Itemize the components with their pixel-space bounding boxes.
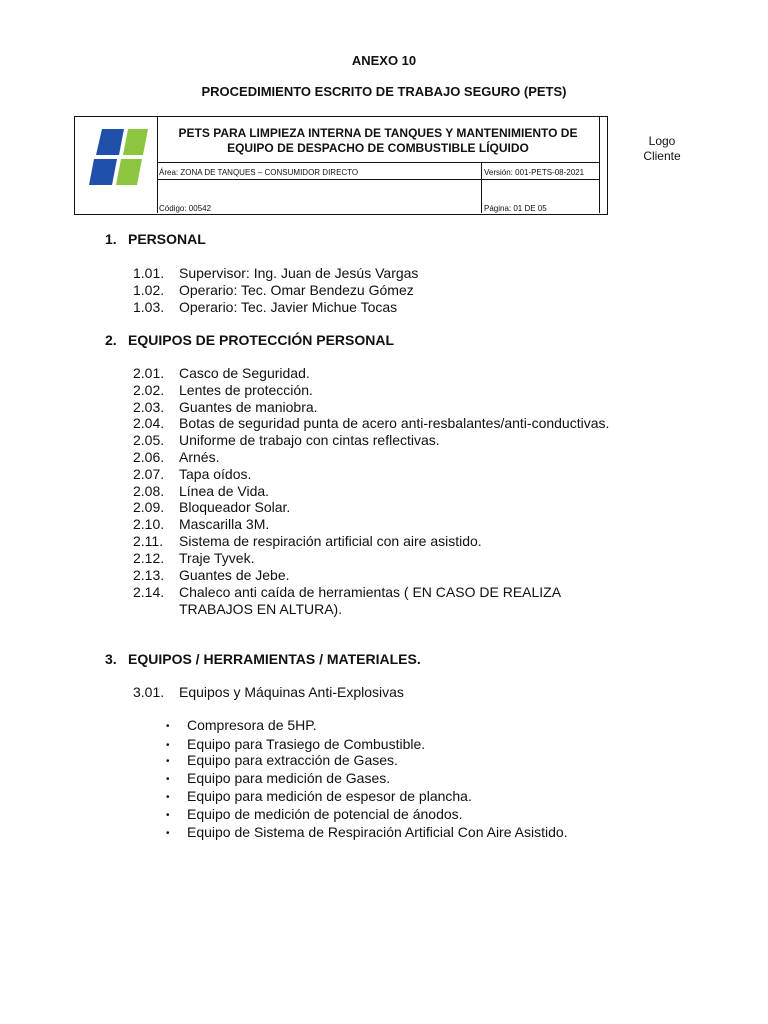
list-item (133, 265, 418, 282)
item-text: Sistema de respiración artificial con aire asistido. (179, 533, 482, 549)
item-text: Mascarilla 3M. (179, 516, 270, 532)
item-number: 2.08. (133, 483, 165, 499)
item-number: 2.05. (133, 432, 165, 448)
annex-title: ANEXO 10 (351, 53, 417, 68)
header-column-divider (481, 163, 482, 213)
list-item (133, 399, 318, 416)
item-text: Guantes de Jebe. (179, 567, 290, 583)
item-number: 2.01. (133, 365, 165, 381)
bullet-icon: • (166, 740, 170, 751)
list-item (133, 499, 290, 516)
header-title-line-2: EQUIPO DE DESPACHO DE COMBUSTIBLE LÍQUIDO (227, 140, 529, 155)
item-text: Botas de seguridad punta de acero anti-resbalantes/anti-conductivas. (179, 415, 610, 431)
item-text: Operario: Tec. Omar Bendezu Gómez (179, 282, 414, 298)
section-heading-equipment (105, 651, 421, 667)
list-item (133, 584, 561, 618)
bullet-text: Equipo para medición de Gases. (187, 770, 391, 786)
item-number: 2.02. (133, 382, 165, 398)
header-title-cell (157, 117, 599, 163)
list-item (133, 466, 251, 483)
list-item (133, 533, 482, 550)
document-header-table (74, 116, 681, 215)
bullet-icon: • (166, 792, 170, 803)
item-text: Equipos y Máquinas Anti-Explosivas (179, 684, 404, 700)
bullet-item (166, 736, 425, 752)
section-title: PERSONAL (128, 231, 206, 247)
bullet-text: Equipo para extracción de Gases. (187, 752, 398, 768)
list-item (133, 432, 440, 449)
item-number: 2.10. (133, 516, 165, 532)
section-title: EQUIPOS / HERRAMIENTAS / MATERIALES. (128, 651, 421, 667)
client-logo-placeholder (620, 134, 704, 163)
item-text: Operario: Tec. Javier Michue Tocas (179, 299, 398, 315)
item-number: 2.11. (133, 533, 164, 549)
item-number: 2.04. (133, 415, 165, 431)
list-item (133, 365, 310, 382)
bullet-icon: • (166, 774, 170, 785)
item-number: 2.09. (133, 499, 165, 515)
section-number: 2. (105, 332, 117, 348)
bullet-text: Equipo para Trasiego de Combustible. (187, 736, 426, 752)
list-item (133, 282, 414, 299)
item-text-continuation: TRABAJOS EN ALTURA). (179, 601, 343, 617)
item-number: 3.01. (133, 684, 165, 700)
item-number: 1.02. (133, 282, 165, 298)
list-item (133, 382, 313, 399)
header-divider (599, 117, 600, 213)
item-text: Uniforme de trabajo con cintas reflectivas. (179, 432, 440, 448)
item-number: 1.01. (133, 265, 165, 281)
bullet-item (166, 770, 390, 786)
item-text: Arnés. (179, 449, 220, 465)
item-text: Bloqueador Solar. (179, 499, 291, 515)
item-text: Chaleco anti caída de herramientas ( EN CASO DE REALIZA (179, 584, 562, 600)
list-item (133, 299, 397, 316)
header-title-line-1: PETS PARA LIMPIEZA INTERNA DE TANQUES Y MANTENIMIENTO DE (178, 126, 578, 140)
bullet-item (166, 806, 463, 822)
bullet-item (166, 788, 472, 804)
bullet-item (166, 824, 568, 840)
section-number: 1. (105, 231, 117, 247)
page-field: Página: 01 DE 05 (484, 204, 547, 213)
section-heading-ppe (105, 332, 394, 348)
list-item (133, 483, 269, 500)
list-item (133, 684, 404, 701)
bullet-icon: • (166, 828, 170, 839)
item-text: Tapa oídos. (179, 466, 252, 482)
area-field: Área: ZONA DE TANQUES – CONSUMIDOR DIRECTO (159, 168, 359, 177)
item-text: Supervisor: Ing. Juan de Jesús Vargas (179, 265, 419, 281)
item-number: 2.03. (133, 399, 165, 415)
bullet-text: Equipo de Sistema de Respiración Artificial Con Aire Asistido. (187, 824, 568, 840)
section-title: EQUIPOS DE PROTECCIÓN PERSONAL (128, 332, 395, 348)
item-number: 2.12. (133, 550, 165, 566)
list-item (133, 449, 219, 466)
bullet-icon: • (166, 721, 170, 732)
bullet-icon: • (166, 756, 170, 767)
item-text: Lentes de protección. (179, 382, 313, 398)
section-number: 3. (105, 651, 117, 667)
bullet-text: Equipo de medición de potencial de ánodos. (187, 806, 463, 822)
list-item (133, 415, 609, 432)
list-item (133, 550, 254, 567)
list-item (133, 567, 290, 584)
item-number: 2.06. (133, 449, 165, 465)
bullet-item (166, 717, 317, 733)
item-text: Casco de Seguridad. (179, 365, 310, 381)
version-field: Versión: 001-PETS-08-2021 (484, 168, 585, 177)
item-number: 2.07. (133, 466, 165, 482)
item-text: Línea de Vida. (179, 483, 270, 499)
company-logo-cell (75, 117, 158, 213)
code-field: Código: 00542 (159, 204, 212, 213)
client-logo-line-2: Cliente (643, 148, 681, 163)
procedure-title: PROCEDIMIENTO ESCRITO DE TRABAJO SEGURO (PETS) (201, 84, 567, 99)
item-number: 1.03. (133, 299, 165, 315)
section-heading-personal (105, 231, 206, 247)
list-item (133, 516, 269, 533)
bullet-icon: • (166, 810, 170, 821)
bullet-item (166, 752, 398, 768)
item-text: Traje Tyvek. (179, 550, 255, 566)
client-logo-line-1: Logo (648, 134, 676, 148)
bullet-text: Equipo para medición de espesor de plancha. (187, 788, 472, 804)
header-row-divider (157, 179, 599, 180)
company-logo-icon (84, 129, 148, 191)
item-number: 2.14. (133, 584, 165, 600)
item-text: Guantes de maniobra. (179, 399, 318, 415)
bullet-text: Compresora de 5HP. (187, 717, 317, 733)
item-number: 2.13. (133, 567, 165, 583)
